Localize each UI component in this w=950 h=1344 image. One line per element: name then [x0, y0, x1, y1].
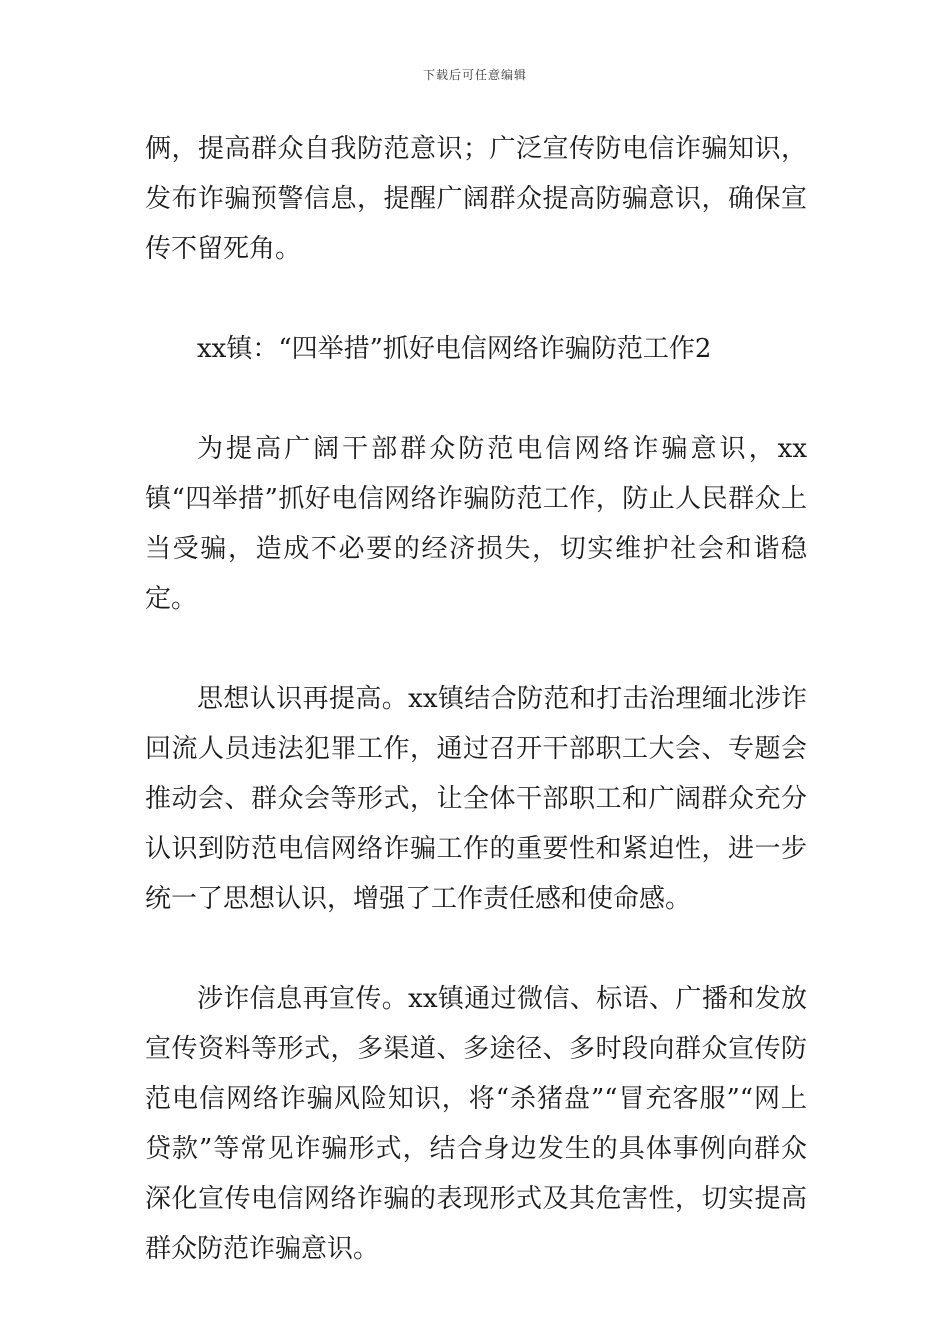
paragraph-continuation: 俩，提高群众自我防范意识；广泛宣传防电信诈骗知识，发布诈骗预警信息，提醒广阔群众提高防骗意识，确保宣传不留死角。 [145, 134, 807, 264]
paragraph-publicity: 涉诈信息再宣传。xx镇通过微信、标语、广播和发放宣传资料等形式，多渠道、多途径、多时段向群众宣传防范电信网络诈骗风险知识，将“杀猪盘”“冒充客服”“网上贷款”等常见诈骗形式，结合身边发生的具体事例向群众深化宣传电信网络诈骗的表现形式及其危害性，切实提高群众防范诈骗意识。 [145, 984, 807, 1264]
paragraph-intro: 为提高广阔干部群众防范电信网络诈骗意识，xx镇“四举措”抓好电信网络诈骗防范工作，防止人民群众上当受骗，造成不必要的经济损失，切实维护社会和谐稳定。 [145, 434, 807, 614]
page-header: 下载后可任意编辑 [422, 68, 527, 82]
paragraph-ideology: 思想认识再提高。xx镇结合防范和打击治理缅北涉诈回流人员违法犯罪工作，通过召开干部职工大会、专题会推动会、群众会等形式，让全体干部职工和广阔群众充分认识到防范电信网络诈骗工作的重要性和紧迫性，进一步统一了思想认识，增强了工作责任感和使命感。 [145, 684, 807, 914]
paragraph-spacer [145, 374, 807, 424]
paragraph-spacer [145, 624, 807, 674]
paragraph-spacer [145, 924, 807, 974]
document-body [145, 124, 807, 1274]
paragraph-spacer [145, 274, 807, 324]
section-title: xx镇：“四举措”抓好电信网络诈骗防范工作2 [197, 334, 712, 364]
